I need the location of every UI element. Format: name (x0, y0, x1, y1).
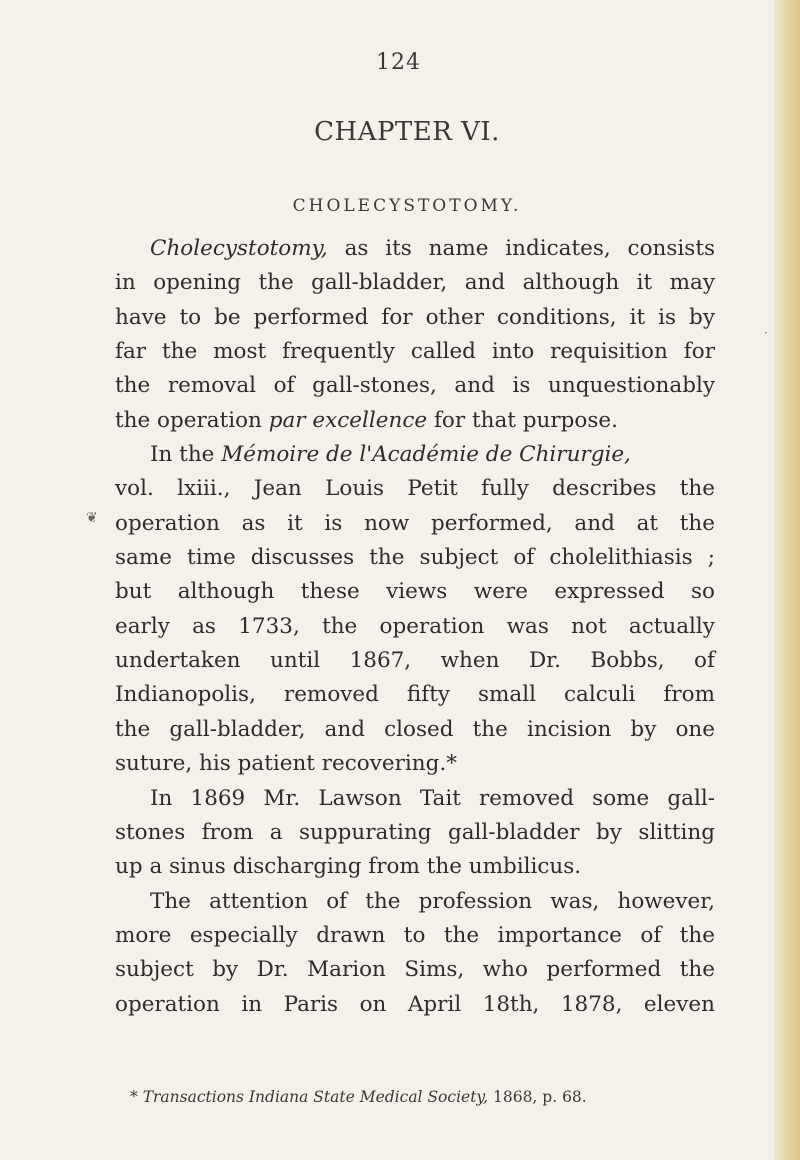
text-line (115, 678, 715, 712)
text-span: as its name indicates, consists (327, 236, 715, 261)
text-span: In the (150, 442, 222, 468)
footnote-source: Transactions Indiana State Medical Society, (142, 1088, 489, 1106)
text-span: more especially drawn to the importance of the (115, 922, 716, 948)
body-text (115, 232, 715, 1022)
text-span: subject by Dr. Marion Sims, who performed the (115, 957, 715, 983)
text-span: the operation (115, 407, 269, 433)
text-line (115, 472, 715, 506)
text-line (115, 404, 715, 438)
italic-text: Cholecystotomy, (150, 236, 328, 261)
text-span: vol. lxiii., Jean Louis Petit fully describes the (115, 476, 715, 502)
text-line (115, 438, 715, 472)
text-span: have to be performed for other conditions, it is by (115, 304, 715, 330)
text-span: Indianopolis, removed fifty small calculi from (115, 682, 715, 708)
text-line (115, 747, 715, 781)
italic-text: par excellence (268, 407, 428, 433)
footnote-marker: * (130, 1088, 143, 1106)
footnote (130, 1088, 587, 1106)
text-line (115, 713, 715, 747)
text-line (115, 988, 715, 1022)
text-line (115, 953, 715, 987)
text-line (115, 541, 715, 575)
text-line (115, 816, 715, 850)
text-span: the removal of gall-stones, and is unquestionably (115, 373, 715, 399)
text-line (115, 575, 715, 609)
margin-mark: ❦ (86, 510, 98, 526)
text-span: In 1869 Mr. Lawson Tait removed some gall- (150, 785, 716, 811)
text-line (115, 301, 715, 335)
text-span: but although these views were expressed so (115, 579, 715, 605)
text-line (115, 782, 715, 816)
margin-mark: · (764, 326, 768, 340)
text-line (115, 919, 715, 953)
text-line (115, 232, 715, 266)
text-span: early as 1733, the operation was not actually (115, 613, 715, 639)
text-span: the gall-bladder, and closed the incision by one (115, 716, 715, 742)
text-span: operation in Paris on April 18th, 1878, eleven (115, 991, 715, 1017)
text-span: far the most frequently called into requisition for (115, 339, 715, 365)
text-line (115, 644, 715, 678)
footnote-details: 1868, p. 68. (488, 1088, 587, 1106)
text-span: stones from a suppurating gall-bladder by slitting (115, 819, 715, 845)
text-span: up a sinus discharging from the umbilicus. (115, 854, 582, 880)
text-line (115, 335, 715, 369)
page-edge (774, 0, 800, 1160)
text-line (115, 507, 715, 541)
section-title: CHOLECYSTOTOMY. (292, 196, 522, 216)
text-line (115, 885, 715, 919)
page-number: 124 (376, 50, 421, 75)
text-line (115, 610, 715, 644)
text-span: The attention of the profession was, however, (150, 888, 716, 914)
text-span: for that purpose. (427, 407, 618, 433)
text-span: suture, his patient recovering.* (115, 751, 457, 777)
text-span: undertaken until 1867, when Dr. Bobbs, of (115, 648, 715, 674)
text-line (115, 266, 715, 300)
text-line (115, 369, 715, 403)
italic-text: Mémoire de l'Académie de Chirurgie, (221, 442, 631, 468)
text-span: same time discusses the subject of cholelithiasis ; (115, 545, 716, 571)
chapter-title: CHAPTER VI. (314, 117, 500, 147)
text-span: operation as it is now performed, and at the (115, 510, 716, 536)
text-span: in opening the gall-bladder, and although it may (115, 270, 716, 296)
text-line (115, 850, 715, 884)
